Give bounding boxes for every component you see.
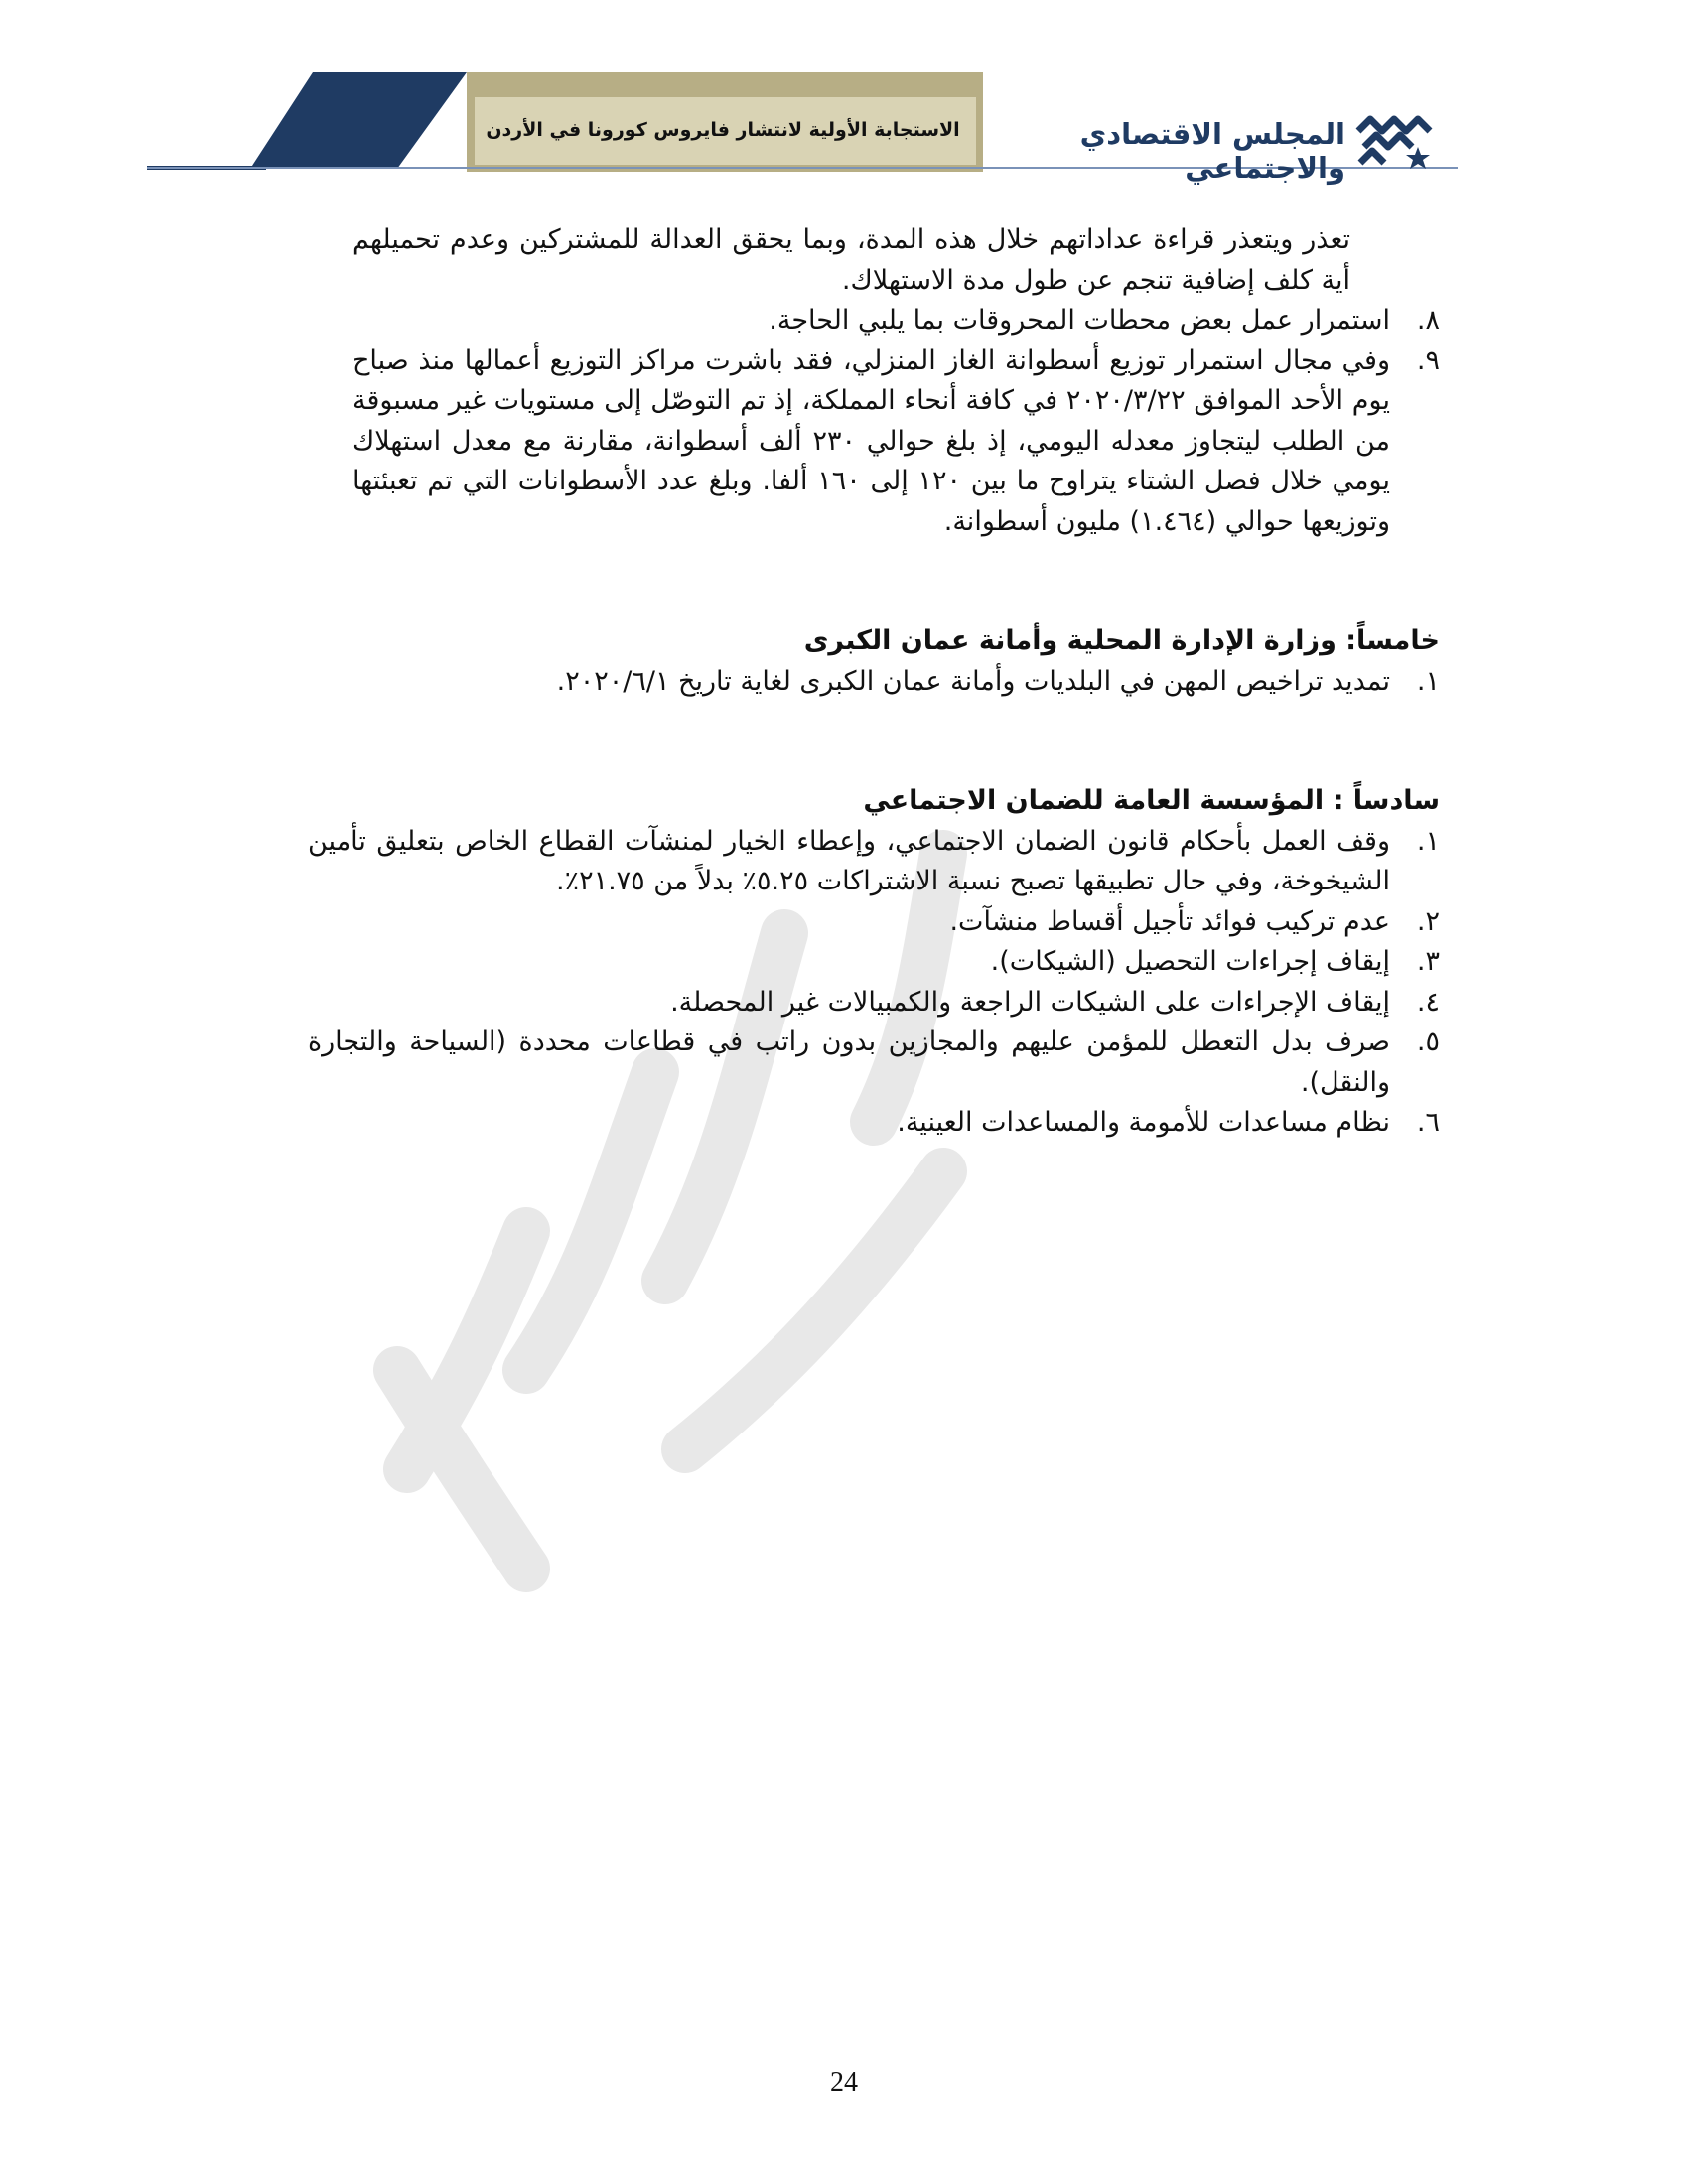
council-name: المجلس الاقتصادي والاجتماعي	[1079, 117, 1345, 185]
continuation-paragraph: تعذر ويتعذر قراءة عداداتهم خلال هذه المدة، وبما يحقق العدالة للمشتركين وعدم تحميلهم أية كلف إضافية تنجم عن طول مدة الاستهلاك.	[352, 224, 1350, 296]
item-text: إيقاف إجراءات التحصيل (الشيكات).	[990, 946, 1390, 977]
item-text: وفي مجال استمرار توزيع أسطوانة الغاز المنزلي، فقد باشرت مراكز التوزيع أعمالها منذ صباح يوم الأحد الموافق ٢٠٢٠/٣/٢٢ في كافة أنحاء المملكة، إذ تم التوصّل إلى مستويات غير مسبوقة من الطلب ليتجاوز معدله اليومي، إذ بلغ حوالي ٢٣٠ ألف أسطوانة، مقارنة مع معدل استهلاك يومي خلال فصل الشتاء يتراوح ما بين ١٢٠ إلى ١٦٠ ألفا. وبلغ عدد الأسطوانات التي تم تعبئتها وتوزيعها حوالي (١.٤٦٤) مليون أسطوانة.	[352, 344, 1391, 537]
section-heading: خامساً: وزارة الإدارة المحلية وأمانة عمان الكبرى	[803, 625, 1440, 656]
measures-list	[248, 301, 1440, 542]
page-number: 24	[830, 2067, 858, 2098]
item-text: نظام مساعدات للأمومة والمساعدات العينية.	[897, 1107, 1390, 1138]
item-number: ٦.	[1416, 1107, 1440, 1138]
section-heading: سادساً : المؤسسة العامة للضمان الاجتماعي	[863, 785, 1440, 816]
item-text: إيقاف الإجراءات على الشيكات الراجعة والكمبيالات غير المحصلة.	[670, 986, 1390, 1018]
spacer	[248, 542, 1440, 621]
item-number: ٣.	[1416, 946, 1440, 977]
item-number: ٩.	[1416, 344, 1440, 376]
list-item	[248, 662, 1440, 703]
list-item	[248, 902, 1440, 943]
list-item	[248, 822, 1440, 902]
list-item	[248, 942, 1440, 983]
section5-list	[248, 662, 1440, 703]
item-number: ١.	[1416, 825, 1440, 857]
document-body	[248, 220, 1440, 1144]
item-text: عدم تركيب فوائد تأجيل أقساط منشآت.	[949, 905, 1390, 937]
list-item	[248, 301, 1440, 341]
item-number: ١.	[1416, 665, 1440, 697]
list-item	[248, 1023, 1440, 1103]
item-number: ٨.	[1416, 305, 1440, 336]
council-logo-icon	[1350, 91, 1440, 181]
item-text: وقف العمل بأحكام قانون الضمان الاجتماعي، وإعطاء الخيار لمنشآت القطاع الخاص بتعليق تأمين الشيخوخة، وفي حال تطبيقها تصبح نسبة الاشتراكات ٥.٢٥٪ بدلاً من ٢١.٧٥٪.	[308, 825, 1390, 896]
item-number: ٤.	[1416, 986, 1440, 1018]
item-number: ٥.	[1416, 1026, 1440, 1057]
item-text: استمرار عمل بعض محطات المحروقات بما يلبي الحاجة.	[769, 305, 1390, 336]
list-item	[248, 1103, 1440, 1144]
list-item	[248, 341, 1440, 543]
list-item	[248, 983, 1440, 1024]
item-text: تمديد تراخيص المهن في البلديات وأمانة عمان الكبرى لغاية تاريخ ٢٠٢٠/٦/١.	[556, 665, 1390, 697]
report-title: الاستجابة الأولية لانتشار فايروس كورونا في الأردن	[486, 119, 960, 141]
section6-list	[248, 822, 1440, 1144]
spacer	[248, 702, 1440, 781]
item-number: ٢.	[1416, 905, 1440, 937]
item-text: صرف بدل التعطل للمؤمن عليهم والمجازين بدون راتب في قطاعات محددة (السياحة والتجارة والنقل).	[308, 1026, 1390, 1098]
